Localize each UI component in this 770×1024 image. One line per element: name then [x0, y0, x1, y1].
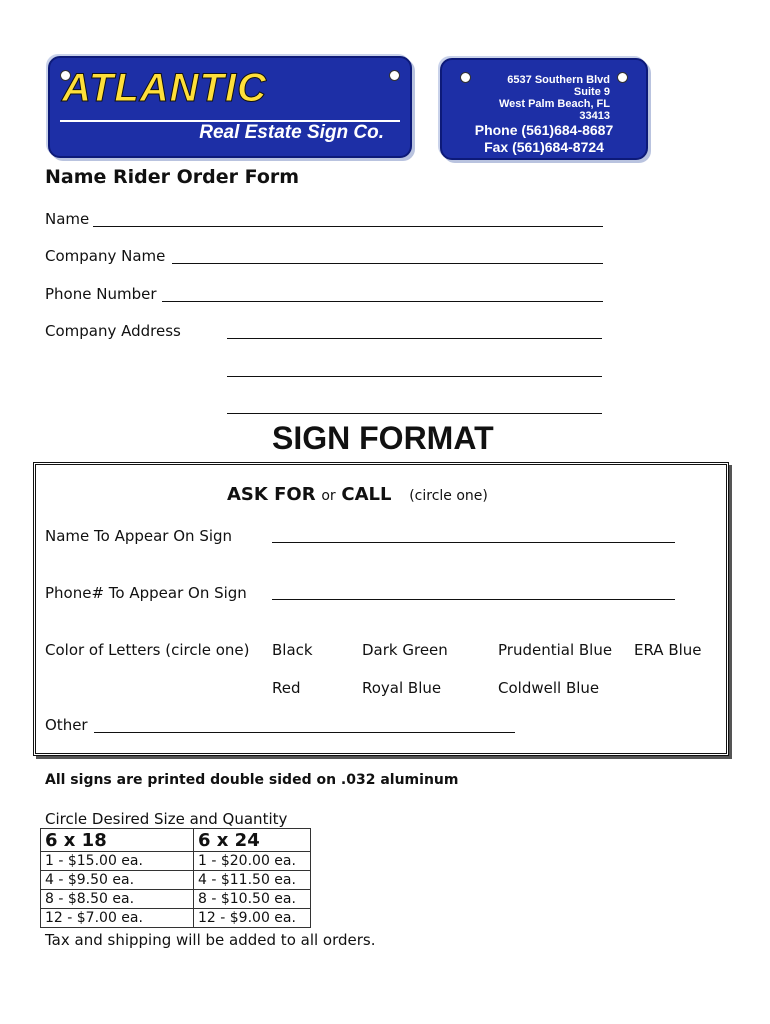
- tax-note: Tax and shipping will be added to all orders.: [45, 931, 376, 949]
- company-logo-sign: [48, 56, 412, 158]
- size-header[interactable]: 6 x 18: [41, 829, 194, 852]
- table-row: [41, 871, 311, 890]
- phone-number-line[interactable]: [162, 301, 603, 302]
- address-line-1: 6537 Southern Blvd: [507, 74, 610, 86]
- size-header[interactable]: 6 x 24: [194, 829, 311, 852]
- pricing-table: [40, 828, 311, 928]
- color-letters-label: Color of Letters (circle one): [45, 641, 250, 659]
- color-option[interactable]: Red: [272, 679, 301, 697]
- form-title: Name Rider Order Form: [45, 166, 300, 188]
- company-address-label: Company Address: [45, 322, 181, 340]
- logo-title: ATLANTIC: [62, 66, 267, 110]
- aluminum-note: All signs are printed double sided on .032 aluminum: [45, 772, 459, 788]
- color-option[interactable]: Dark Green: [362, 641, 448, 659]
- sign-format-box: [33, 462, 729, 756]
- color-option[interactable]: Coldwell Blue: [498, 679, 600, 697]
- table-row: [41, 890, 311, 909]
- price-cell[interactable]: 12 - $9.00 ea.: [194, 909, 311, 928]
- company-address-line-2[interactable]: [227, 376, 602, 377]
- company-name-label: Company Name: [45, 247, 166, 265]
- other-label: Other: [45, 716, 88, 734]
- ask-for-option[interactable]: ASK FOR: [227, 484, 316, 505]
- price-cell[interactable]: 1 - $20.00 ea.: [194, 852, 311, 871]
- phone-number-label: Phone Number: [45, 285, 157, 303]
- sign-hole: [460, 72, 471, 83]
- price-cell[interactable]: 8 - $10.50 ea.: [194, 890, 311, 909]
- table-header-row: [41, 829, 311, 852]
- call-option[interactable]: CALL: [341, 484, 392, 505]
- sign-hole: [617, 72, 628, 83]
- address-line-3: West Palm Beach, FL: [498, 98, 610, 110]
- company-address-line-1[interactable]: [227, 338, 602, 339]
- company-address-line-3[interactable]: [227, 413, 602, 414]
- fax-text: Fax (561)684-8724: [484, 139, 604, 155]
- phone-on-sign-label: Phone# To Appear On Sign: [45, 584, 247, 602]
- phone-text: Phone (561)684-8687: [474, 122, 614, 138]
- ask-call-row: [227, 484, 488, 505]
- table-row: [41, 909, 311, 928]
- company-name-line[interactable]: [172, 263, 603, 264]
- or-text: or: [321, 488, 336, 504]
- name-on-sign-line[interactable]: [272, 542, 675, 543]
- phone-on-sign-line[interactable]: [272, 599, 675, 600]
- color-option[interactable]: Royal Blue: [362, 679, 442, 697]
- name-label: Name: [45, 210, 90, 228]
- color-option[interactable]: Black: [272, 641, 313, 659]
- sign-format-heading: SIGN FORMAT: [272, 420, 494, 456]
- address-line-4: 33413: [579, 110, 610, 122]
- price-cell[interactable]: 4 - $11.50 ea.: [194, 871, 311, 890]
- table-row: [41, 852, 311, 871]
- name-on-sign-label: Name To Appear On Sign: [45, 527, 233, 545]
- contact-sign: [440, 58, 648, 160]
- name-line[interactable]: [93, 226, 603, 227]
- other-line[interactable]: [94, 732, 515, 733]
- circle-size-note: Circle Desired Size and Quantity: [45, 810, 288, 828]
- circle-one-text: (circle one): [409, 488, 488, 504]
- price-cell[interactable]: 8 - $8.50 ea.: [41, 890, 194, 909]
- price-cell[interactable]: 12 - $7.00 ea.: [41, 909, 194, 928]
- logo-subtitle: Real Estate Sign Co.: [199, 122, 384, 143]
- price-cell[interactable]: 4 - $9.50 ea.: [41, 871, 194, 890]
- sign-hole: [389, 70, 400, 81]
- color-option[interactable]: ERA Blue: [634, 641, 702, 659]
- address-line-2: Suite 9: [573, 86, 610, 98]
- color-option[interactable]: Prudential Blue: [498, 641, 613, 659]
- price-cell[interactable]: 1 - $15.00 ea.: [41, 852, 194, 871]
